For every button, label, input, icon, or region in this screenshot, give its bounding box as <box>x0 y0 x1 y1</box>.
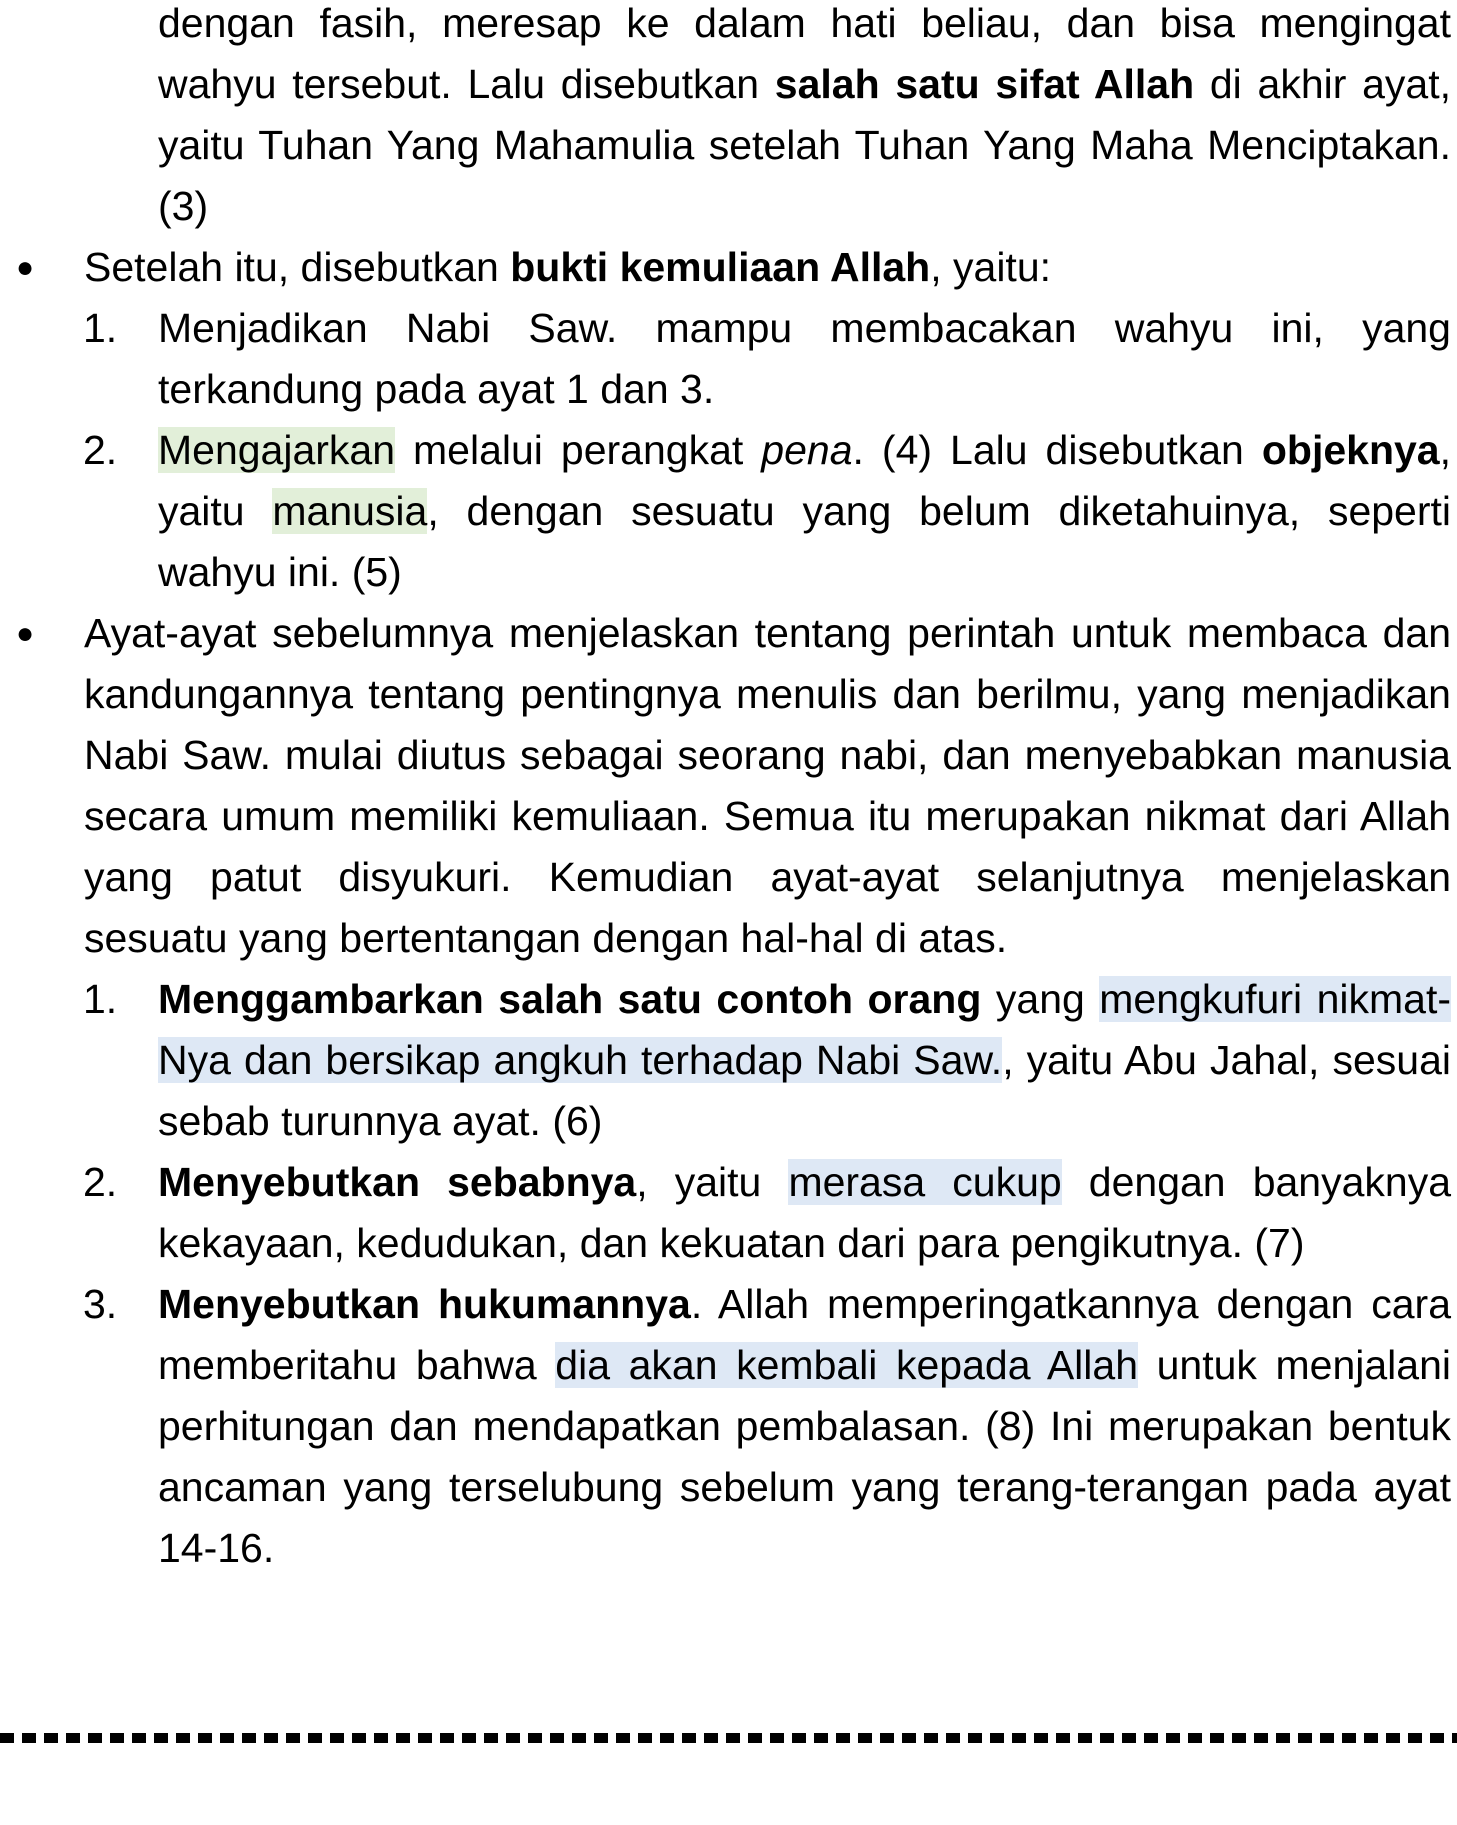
item-text: , dengan sesuatu yang belum diketahuinya, seperti wahyu ini. (5) <box>158 488 1451 595</box>
item-number: 3. <box>83 1281 118 1327</box>
item-text: melalui perangkat <box>395 427 762 473</box>
bullet-text: Setelah itu, disebutkan <box>84 244 511 290</box>
bold-text: Menyebutkan hukumannya <box>158 1281 691 1327</box>
highlighted-text: merasa cukup <box>788 1159 1062 1205</box>
bold-text: objeknya <box>1261 427 1440 473</box>
item-number: 1. <box>83 976 118 1022</box>
intro-text: dengan fasih, meresap ke dalam hati beliau, dan bisa mengingat wahyu tersebut. Lalu disebutkan <box>158 0 1451 107</box>
item-text: . Allah memperingatkannya dengan cara memberitahu bahwa <box>158 1281 1451 1388</box>
numbered-item <box>83 969 1452 1152</box>
item-text: untuk menjalani perhitungan dan mendapatkan pembalasan. (8) Ini merupakan bentuk ancaman yang terselubung sebelum yang terang-terangan pada ayat 14-16. <box>158 1342 1452 1571</box>
item-text: yang <box>981 976 1100 1022</box>
item-number: 2. <box>83 427 118 473</box>
item-text: dengan banyaknya kekayaan, kedudukan, dan kekuatan dari para pengikutnya. (7) <box>158 1159 1452 1266</box>
item-text: , yaitu <box>158 427 1451 534</box>
bullet-marker: ● <box>16 251 35 284</box>
bullet-bold-text: bukti kemuliaan Allah <box>510 244 931 290</box>
highlighted-text: Mengajarkan <box>158 427 396 473</box>
intro-paragraph <box>158 0 1451 237</box>
bullet-marker: ● <box>16 617 35 650</box>
highlighted-text: dia akan kembali kepada Allah <box>555 1342 1139 1388</box>
item-number: 1. <box>83 305 118 351</box>
dashed-divider <box>0 1733 1457 1743</box>
intro-text-end: di akhir ayat, yaitu Tuhan Yang Mahamulia setelah Tuhan Yang Maha Menciptakan. (3) <box>158 61 1452 229</box>
numbered-item <box>83 420 1451 603</box>
bullet-text-end: , yaitu: <box>930 244 1052 290</box>
bullet-item-1 <box>16 237 1451 298</box>
item-text: Menjadikan Nabi Saw. mampu membacakan wahyu ini, yang terkandung pada ayat 1 dan 3. <box>158 305 1451 412</box>
highlighted-text: manusia <box>272 488 428 534</box>
bullet-item-2 <box>16 603 1451 969</box>
italic-text: pena <box>761 427 853 473</box>
bold-text: Menyebutkan sebabnya <box>158 1159 637 1205</box>
intro-bold-text: salah satu sifat Allah <box>774 61 1195 107</box>
bullet-text: Ayat-ayat sebelumnya menjelaskan tentang perintah untuk membaca dan kandungannya tentang pentingnya menulis dan berilmu, yang menjadikan Nabi Saw. mulai diutus sebagai seorang nabi, dan menyebabkan manusia secara umum memiliki kemuliaan. Semua itu merupakan nikmat dari Allah yang patut disyukuri. Kemudian ayat-ayat selanjutnya menjelaskan sesuatu yang bertentangan dengan hal-hal di atas. <box>84 610 1451 961</box>
highlighted-text: mengkufuri nikmat-Nya dan bersikap angkuh terhadap Nabi Saw. <box>158 976 1451 1083</box>
numbered-item <box>83 1274 1452 1579</box>
numbered-item <box>83 1152 1452 1274</box>
item-text: . (4) Lalu disebutkan <box>852 427 1262 473</box>
bold-text: Menggambarkan salah satu contoh orang <box>158 976 982 1022</box>
item-number: 2. <box>83 1159 118 1205</box>
item-text: , yaitu <box>636 1159 789 1205</box>
item-text: , yaitu Abu Jahal, sesuai sebab turunnya ayat. (6) <box>158 1037 1452 1144</box>
numbered-item <box>83 298 1451 420</box>
